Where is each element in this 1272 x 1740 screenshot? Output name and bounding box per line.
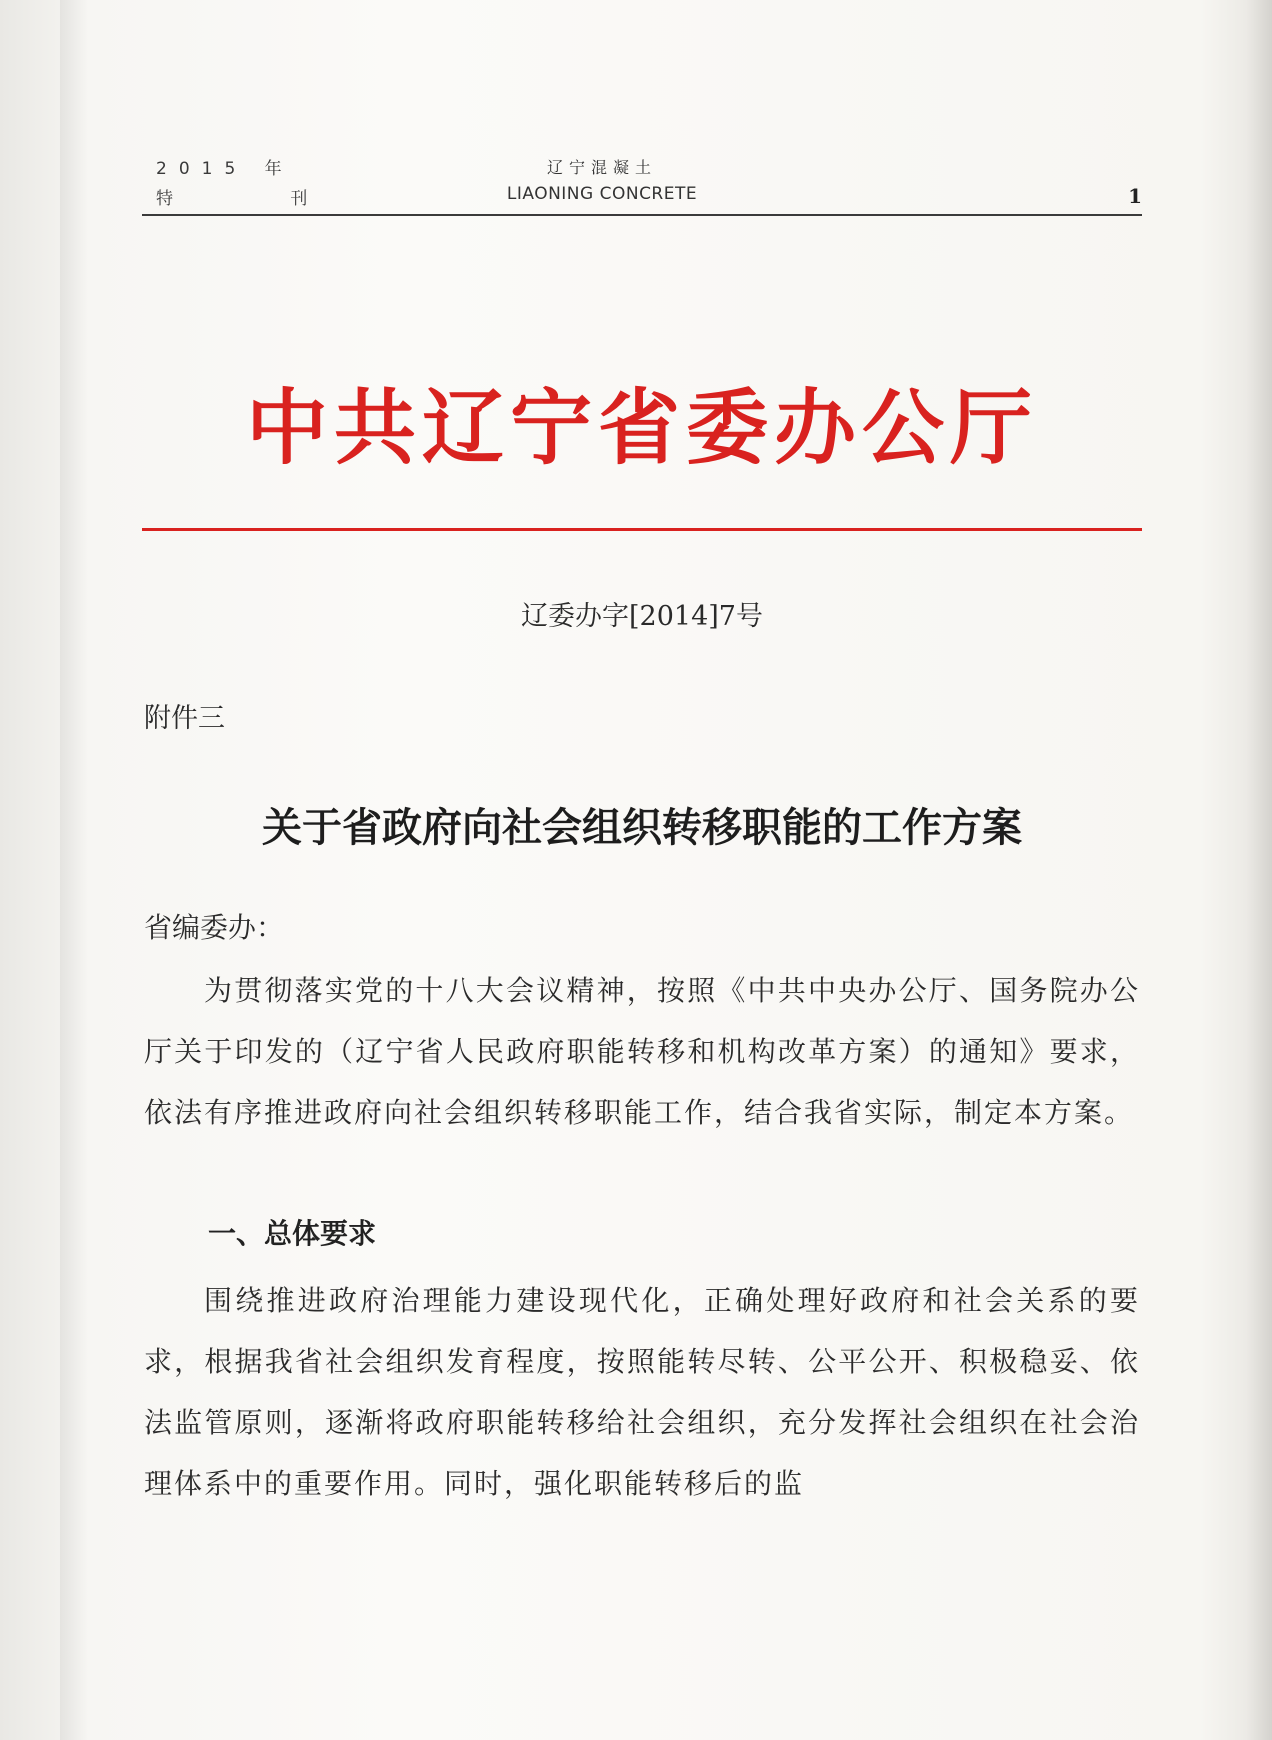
journal-name [482, 154, 722, 206]
attachment-label: 附件三 [144, 703, 225, 734]
salutation: 省编委办： [144, 911, 285, 944]
header-divider [142, 214, 1142, 216]
document-title: 关于省政府向社会组织转移职能的工作方案 [262, 804, 1022, 851]
issue-info [156, 154, 363, 214]
issuing-organization: 中共辽宁省委办公厅 [245, 380, 1038, 476]
journal-name-cn: 辽宁混凝土 [546, 158, 657, 177]
page-number: 1 [1128, 184, 1142, 208]
document-number: 辽委办字[2014]7号 [521, 601, 763, 632]
section-heading: 一、总体要求 [208, 1217, 377, 1250]
binding-shadow [60, 0, 88, 1740]
journal-name-en: LIAONING CONCRETE [506, 184, 698, 204]
issue-type: 特 刊 [156, 189, 364, 209]
red-header-rule [142, 528, 1142, 531]
page-edge-shadow [1246, 0, 1272, 1740]
paragraph-intro: 为贯彻落实党的十八大会议精神，按照《中共中央办公厅、国务院办公厅关于印发的（辽宁省人民政府职能转移和机构改革方案）的通知》要求，依法有序推进政府向社会组织转移职能工作，结合我省实际，制定本方案。 [144, 974, 1140, 1129]
bleed-through-text [150, 230, 1140, 291]
paragraph-general-requirements: 围绕推进政府治理能力建设现代化，正确处理好政府和社会关系的要求，根据我省社会组织发育程度，按照能转尽转、公平公开、积极稳妥、依法监管原则，逐渐将政府职能转移给社会组织，充分发挥社会组织在社会治理体系中的重要作用。同时，强化职能转移后的监 [144, 1284, 1140, 1500]
journal-header [142, 150, 1142, 212]
issue-year: 2015 年 [156, 159, 294, 179]
